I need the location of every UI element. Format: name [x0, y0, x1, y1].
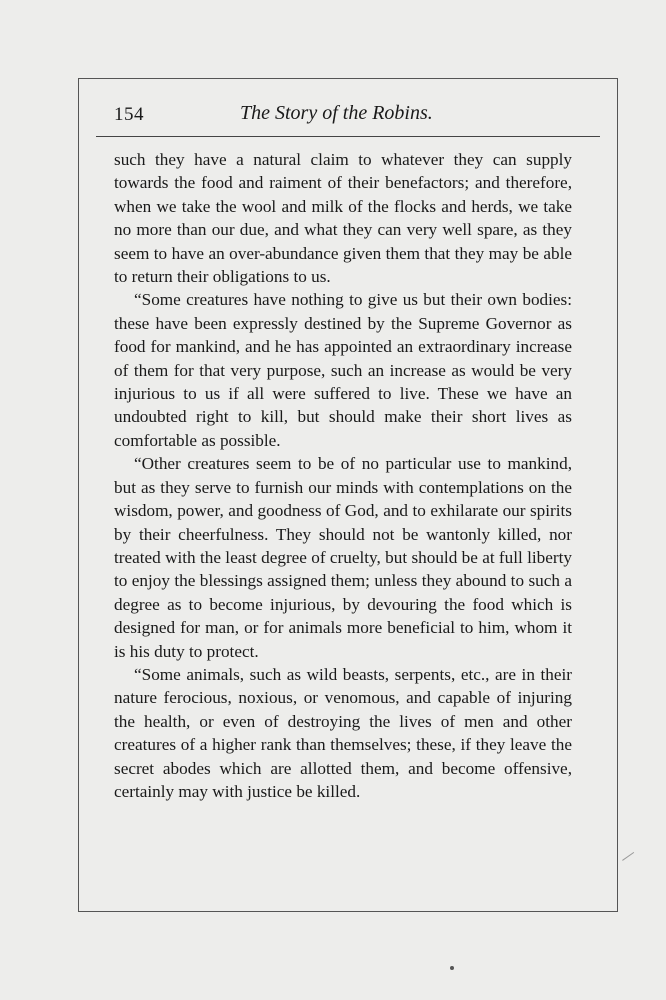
header-rule — [96, 136, 600, 137]
paragraph-continued: such they have a natural claim to whatever they can supply towards the food and raiment of their benefactors; and therefore, when we take the wool and milk of the flocks and herds, we take no more than our due, and what they can very well spare, as they seem to have an over-abundance given them that they may be able to return their obligations to us. — [114, 150, 572, 287]
print-speck — [450, 966, 454, 970]
paragraph: “Other creatures seem to be of no particular use to mankind, but as they serve to furnish our minds with contemplations on the wisdom, power, and goodness of God, and to exhilarate our spirits by their cheerfulness. They should not be wantonly killed, nor treated with the least degree of cruelty, but should be at full liberty to enjoy the blessings assigned them; unless they abound to such a degree as to become injurious, by devouring the food which is designed for man, or for animals more beneficial to him, whom it is his duty to protect. — [114, 454, 572, 661]
margin-mark — [622, 852, 640, 869]
body-text — [114, 148, 572, 803]
page-number: 154 — [114, 104, 144, 125]
paragraph: “Some creatures have nothing to give us but their own bodies: these have been expressly destined by the Supreme Governor as food for mankind, and he has appointed an extraordinary increase of them for that very purpose, such an increase as would be very injurious to us if all were suffered to live. These we have an undoubted right to kill, but should make their short lives as comfortable as possible. — [114, 290, 572, 450]
page-header — [114, 100, 584, 130]
running-title: The Story of the Robins. — [240, 102, 433, 124]
paragraph: “Some animals, such as wild beasts, serpents, etc., are in their nature ferocious, noxious, or venomous, and capable of injuring the health, or even of destroying the lives of men and other creatures of a higher rank than themselves; these, if they leave the secret abodes which are allotted them, and become offensive, certainly may with justice be killed. — [114, 664, 572, 801]
